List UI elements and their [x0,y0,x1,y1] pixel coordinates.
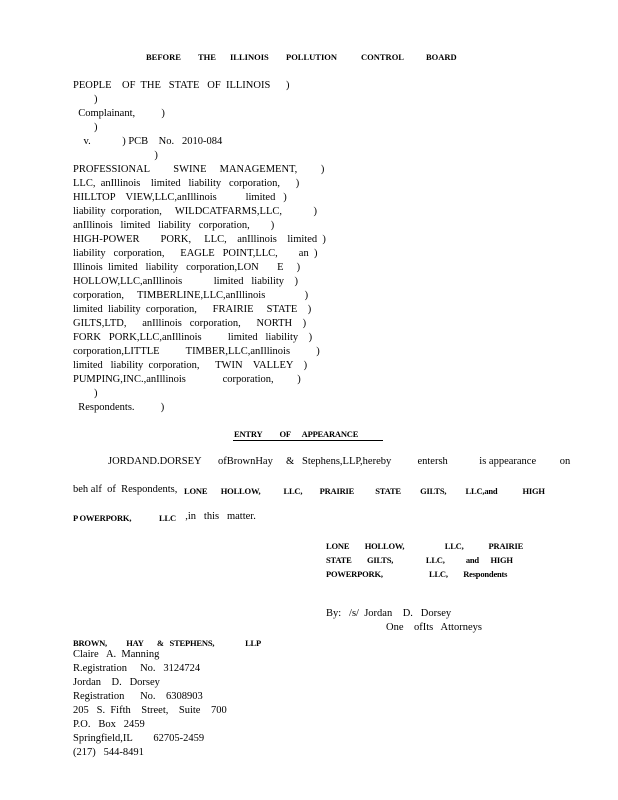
firm-line: Springfield,IL 62705-2459 [73,733,205,744]
heading-word: CONTROL [361,52,404,62]
firm-line: Registration No. 6308903 [73,691,203,702]
heading-word: THE [198,52,216,62]
respondent-line: liability corporation, WILDCATFARMS,LLC, ) [73,206,318,217]
heading-word: BOARD [426,52,457,62]
respondent-line: FORK PORK,LLC,anIllinois limited liability ) [73,332,313,343]
heading-word: POLLUTION [286,52,338,62]
respondent-line: corporation, TIMBERLINE,LLC,anIllinois ) [73,290,309,301]
respondent-line: limited liability corporation, TWIN VALLEY ) [73,360,308,371]
firm-line: R.egistration No. 3124724 [73,663,201,674]
client-block-line: STATE GILTS, LLC, and HIGH [326,555,513,565]
heading-word: BEFORE [146,52,181,62]
firm-line: 205 S. Fifth Street, Suite 700 [73,705,227,716]
signature-role: One ofIts Attorneys [386,622,482,633]
respondent-line: HILLTOP VIEW,LLC,anIllinois limited ) [73,192,287,203]
attorney-name: JORDAND.DORSEY [108,456,202,467]
respondents-label-line: Respondents. ) [73,402,165,413]
title-underline [233,440,383,441]
signature-line: By: /s/ Jordan D. Dorsey [326,608,452,619]
firm-line: P.O. Box 2459 [73,719,145,730]
heading-word: ILLINOIS [230,52,269,62]
caption-line: ) [73,150,158,161]
firm-line: Claire A. Manning [73,649,160,660]
client-names-bold: P OWERPORK, [73,513,132,523]
case-number-line: v. ) PCB No. 2010-084 [73,136,223,147]
appearance-text: beh alf of Respondents, [73,484,178,495]
respondent-line: PUMPING,INC.,anIllinois corporation, ) [73,374,301,385]
complainant-line: Complainant, ) [73,108,165,119]
caption-line: ) [73,388,98,399]
client-names-bold: LLC [159,513,176,523]
firm-phone: (217) 544-8491 [73,747,144,758]
respondent-line: GILTS,LTD, anIllinois corporation, NORTH ) [73,318,307,329]
respondent-line: Illinois limited liability corporation,LON E ) [73,262,301,273]
respondent-line: PROFESSIONAL SWINE MANAGEMENT, ) [73,164,325,175]
client-block-line: LONE HOLLOW, LLC, PRAIRIE [326,541,524,551]
appearance-text: ofBrownHay & Stephens,LLP,hereby entersh is appearance on [218,456,571,467]
caption-line: ) [73,122,98,133]
client-names-bold: LONE HOLLOW, LLC, PRAIRIE STATE GILTS, LLC,and HIGH [184,486,545,496]
firm-name: BROWN, HAY & STEPHENS, LLP [73,638,262,648]
appearance-text: ,in this matter. [180,511,256,522]
respondent-line: corporation,LITTLE TIMBER,LLC,anIllinois ) [73,346,320,357]
client-block-line: POWERPORK, LLC, Respondents [326,569,508,579]
respondent-line: HOLLOW,LLC,anIllinois limited liability ) [73,276,299,287]
respondent-line: limited liability corporation, FRAIRIE STATE ) [73,304,312,315]
respondent-line: LLC, anIllinois limited liability corporation, ) [73,178,300,189]
caption-line: ) [73,94,98,105]
firm-line: Jordan D. Dorsey [73,677,160,688]
respondent-line: anIllinois limited liability corporation, ) [73,220,275,231]
plaintiff-line: PEOPLE OF THE STATE OF ILLINOIS ) [73,80,290,91]
respondent-line: liability corporation, EAGLE POINT,LLC, an ) [73,248,318,259]
entry-of-appearance-title: ENTRY OF APPEARANCE [234,429,359,439]
board-heading [0,52,618,66]
respondent-line: HIGH-POWER PORK, LLC, anIllinois limited ) [73,234,326,245]
